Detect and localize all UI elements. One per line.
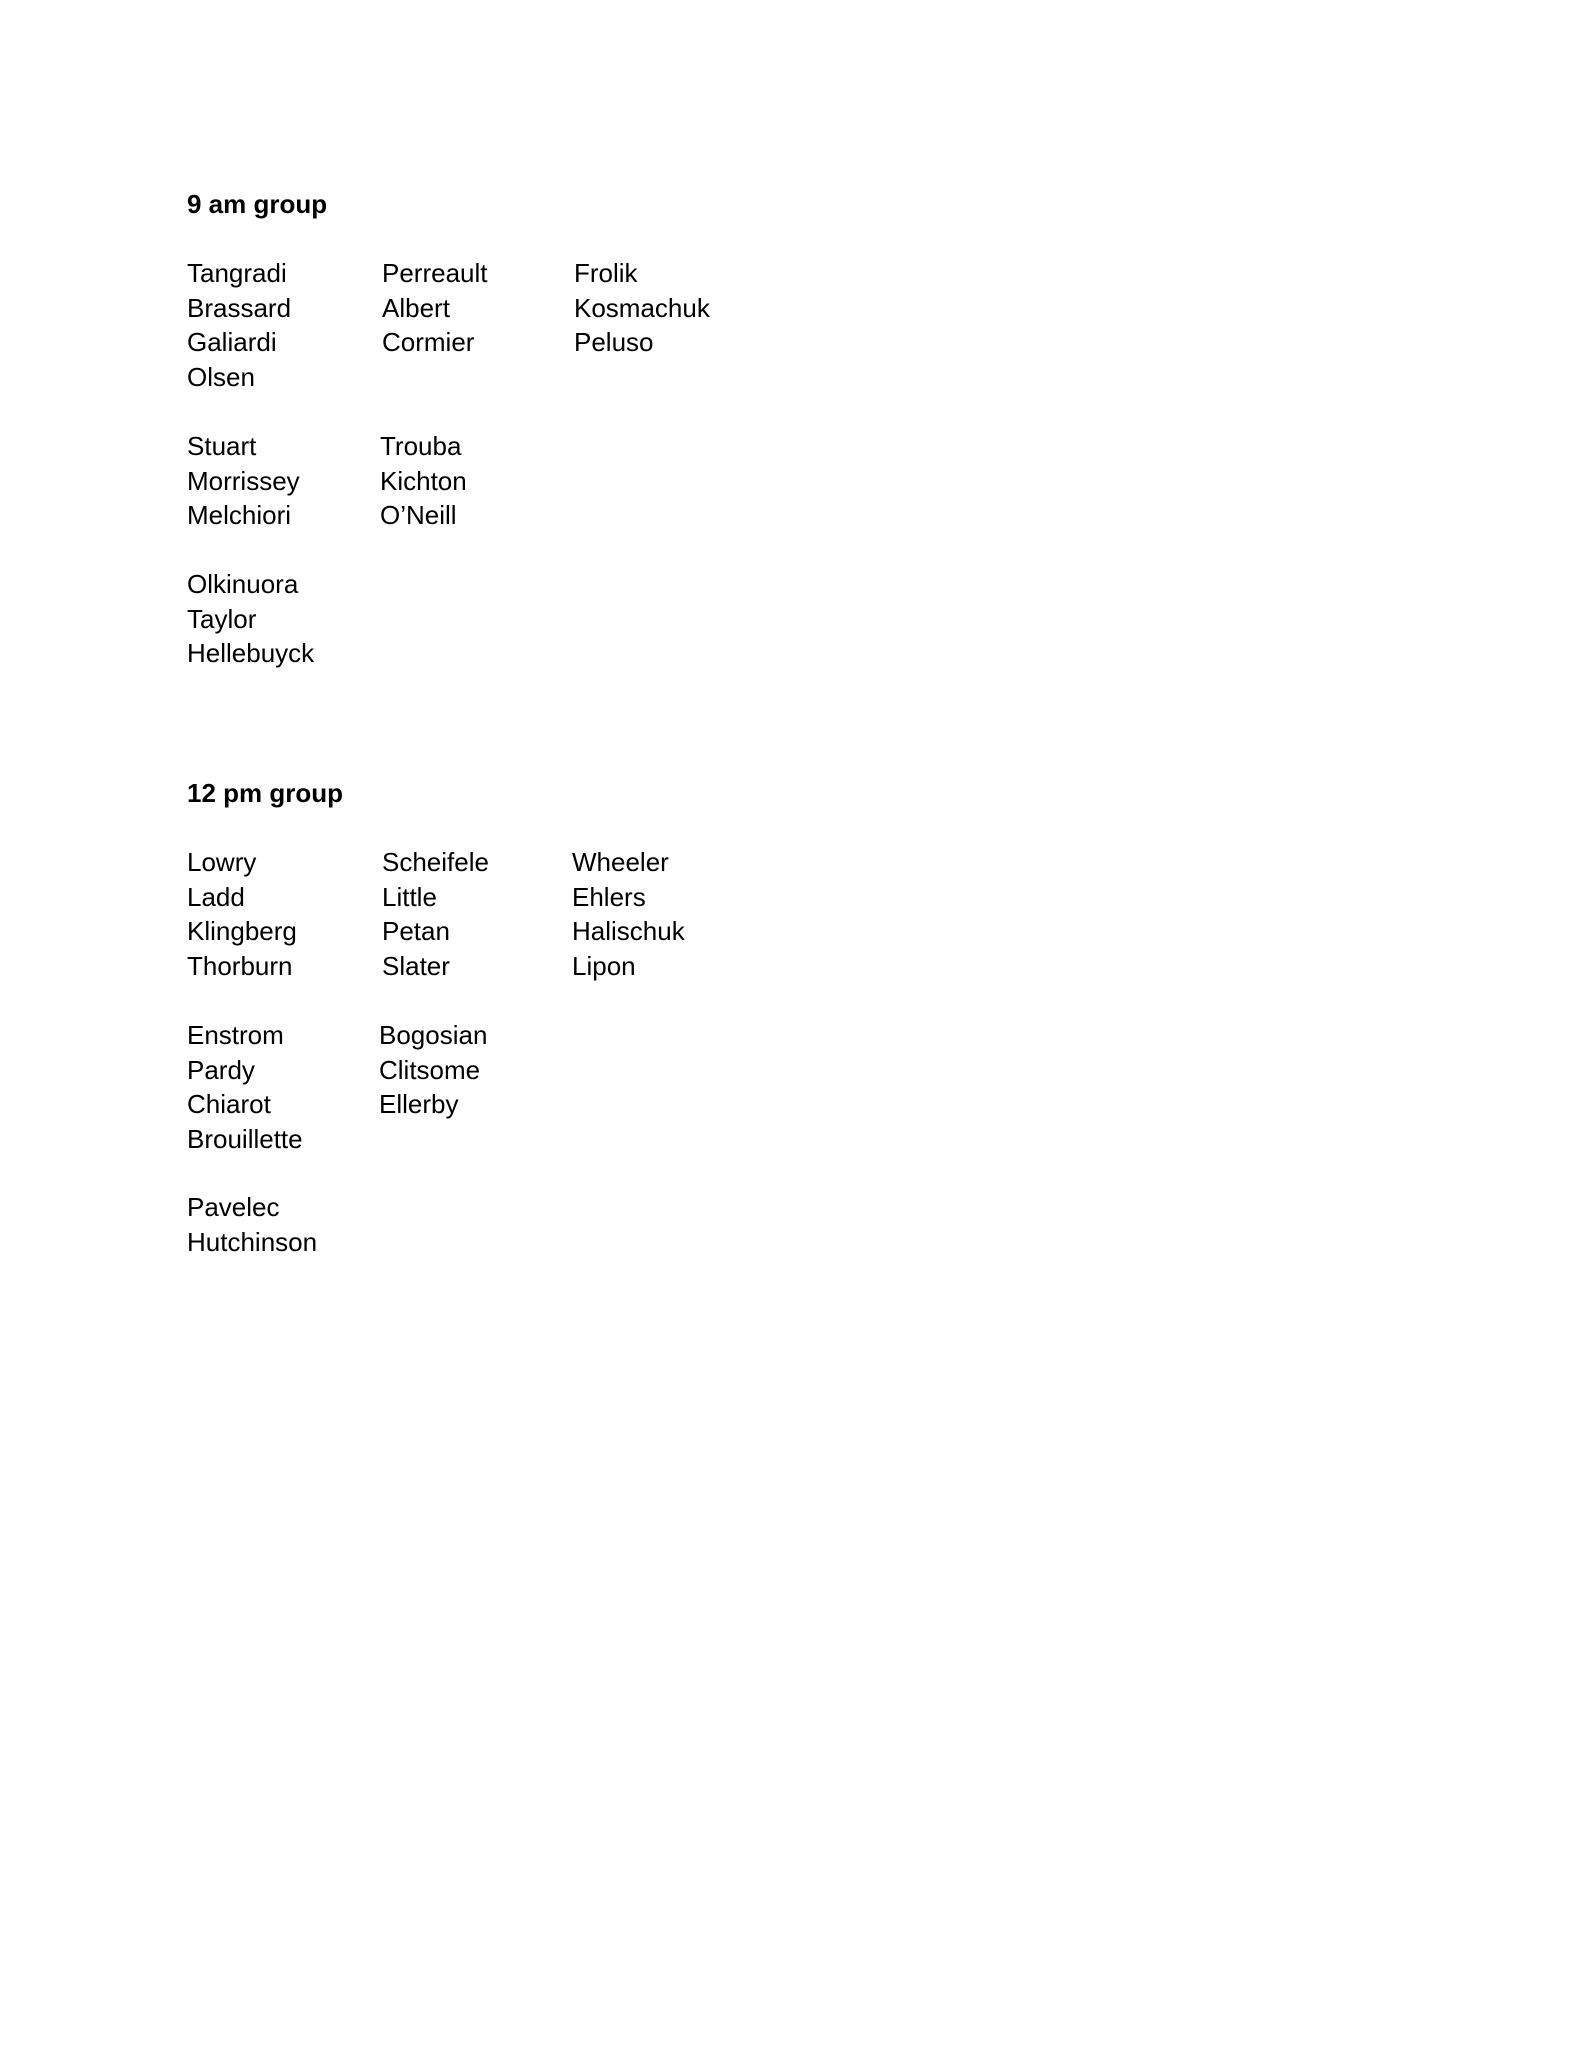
group-heading-12pm: 12 pm group	[187, 778, 344, 808]
player-name: Chiarot	[187, 1089, 271, 1120]
group-9am-block-3-col-1	[187, 567, 314, 671]
player-name: Olsen	[187, 361, 255, 392]
group-12pm-block-2-col-1	[187, 1018, 303, 1156]
player-name: Trouba	[380, 431, 462, 461]
player-name: Slater	[382, 950, 450, 981]
player-name: Melchiori	[187, 500, 292, 531]
player-name: Cormier	[382, 327, 475, 358]
player-name: Lowry	[187, 847, 257, 877]
player-name: Ladd	[187, 881, 245, 912]
group-9am-block-2-col-1	[187, 429, 300, 533]
player-name: Ehlers	[572, 881, 646, 912]
player-name: Enstrom	[187, 1020, 284, 1050]
group-heading-9am: 9 am group	[187, 189, 328, 219]
player-name: Peluso	[574, 327, 654, 358]
group-9am-block-1-col-3	[574, 256, 710, 360]
group-12pm-block-3-col-1	[187, 1190, 317, 1259]
group-12pm-block-2-col-2	[379, 1018, 487, 1122]
group-12pm-block-1-col-1	[187, 845, 297, 983]
player-name: Bogosian	[379, 1020, 488, 1050]
player-name: Olkinuora	[187, 569, 299, 599]
player-name: Brassard	[187, 292, 292, 323]
player-name: Wheeler	[572, 847, 669, 877]
player-name: Stuart	[187, 431, 257, 461]
player-name: Thorburn	[187, 950, 293, 981]
player-name: Pardy	[187, 1054, 255, 1085]
group-12pm-block-1-col-2	[382, 845, 489, 983]
player-name: Pavelec	[187, 1192, 280, 1222]
player-name: Albert	[382, 292, 450, 323]
player-name: Lipon	[572, 950, 636, 981]
group-9am-block-1-col-1	[187, 256, 291, 394]
player-name: Hutchinson	[187, 1226, 318, 1257]
player-name: Clitsome	[379, 1054, 481, 1085]
group-9am-block-2-col-2	[380, 429, 467, 533]
player-name: Morrissey	[187, 465, 300, 496]
player-name: Hellebuyck	[187, 638, 315, 669]
player-name: Halischuk	[572, 916, 685, 947]
player-name: Little	[382, 881, 437, 912]
player-name: Taylor	[187, 603, 257, 634]
player-name: Kosmachuk	[574, 292, 710, 323]
player-name: Galiardi	[187, 327, 277, 358]
player-name: Ellerby	[379, 1089, 459, 1120]
player-name: Frolik	[574, 258, 638, 288]
group-12pm-block-1-col-3	[572, 845, 685, 983]
player-name: Scheifele	[382, 847, 489, 877]
player-name: Perreault	[382, 258, 488, 288]
player-name: Tangradi	[187, 258, 287, 288]
player-name: Petan	[382, 916, 450, 947]
player-name: O’Neill	[380, 500, 457, 531]
player-name: Klingberg	[187, 916, 297, 947]
group-9am-block-1-col-2	[382, 256, 488, 360]
player-name: Brouillette	[187, 1123, 303, 1154]
player-name: Kichton	[380, 465, 467, 496]
